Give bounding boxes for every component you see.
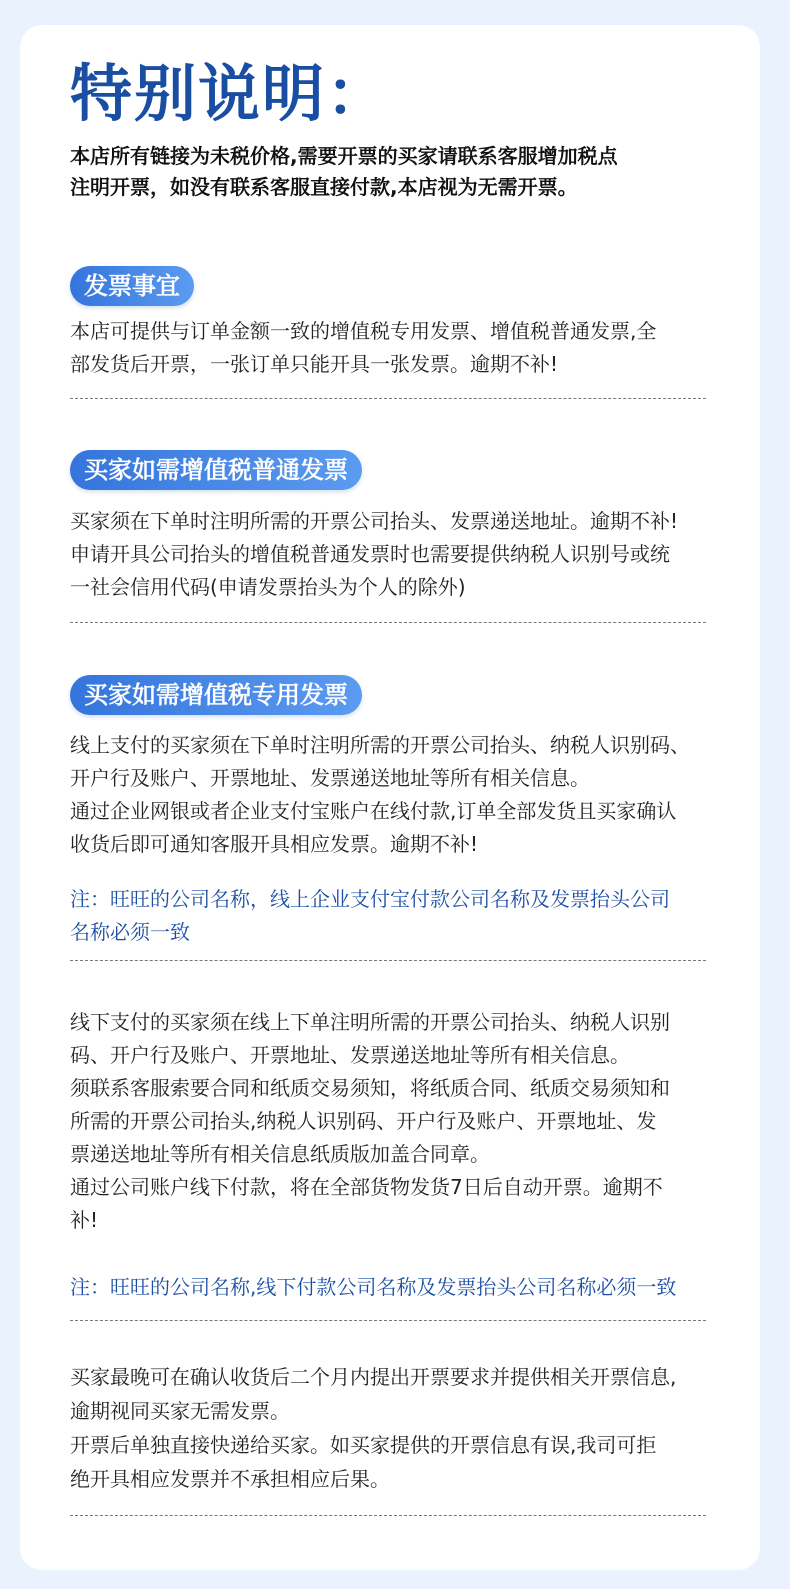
section-text xyxy=(70,505,720,604)
text-line: 线上支付的买家须在下单时注明所需的开票公司抬头、纳税人识别码、 xyxy=(70,733,690,757)
text-line: 买家最晚可在确认收货后二个月内提出开票要求并提供相关开票信息, xyxy=(70,1365,677,1389)
text-line: 申请开具公司抬头的增值税普通发票时也需要提供纳税人识别号或统 xyxy=(70,542,670,566)
note-line: 名称必须一致 xyxy=(70,920,190,944)
text-line: 线下支付的买家须在线上下单注明所需的开票公司抬头、纳税人识别 xyxy=(70,1010,670,1034)
text-line: 本店可提供与订单金额一致的增值税专用发票、增值税普通发票,全 xyxy=(70,319,657,343)
divider xyxy=(70,1515,706,1516)
divider xyxy=(70,622,706,623)
text-line: 开票后单独直接快递给买家。如买家提供的开票信息有误,我司可拒 xyxy=(70,1433,657,1457)
text-line: 一社会信用代码(申请发票抬头为个人的除外) xyxy=(70,575,466,599)
intro-text xyxy=(70,141,720,203)
note-text xyxy=(70,883,720,949)
text-line: 通过企业网银或者企业支付宝账户在线付款,订单全部发货且买家确认 xyxy=(70,799,677,823)
divider xyxy=(70,1320,706,1321)
divider xyxy=(70,960,706,961)
note-line: 注：旺旺的公司名称,线下付款公司名称及发票抬头公司名称必须一致 xyxy=(70,1275,677,1299)
section-text xyxy=(70,1360,720,1496)
section-text xyxy=(70,1006,720,1237)
text-line: 部发货后开票，一张订单只能开具一张发票。逾期不补! xyxy=(70,352,559,376)
section-heading-invoice-matters: 发票事宜 xyxy=(70,266,194,306)
intro-line: 注明开票，如没有联系客服直接付款,本店视为无需开票。 xyxy=(70,175,578,199)
text-line: 逾期视同买家无需发票。 xyxy=(70,1399,290,1423)
text-line: 所需的开票公司抬头,纳税人识别码、开户行及账户、开票地址、发 xyxy=(70,1109,657,1133)
text-line: 票递送地址等所有相关信息纸质版加盖合同章。 xyxy=(70,1142,490,1166)
page-title: 特别说明： xyxy=(70,57,391,130)
section-heading-special-invoice: 买家如需增值税专用发票 xyxy=(70,675,362,715)
text-line: 绝开具相应发票并不承担相应后果。 xyxy=(70,1467,390,1491)
text-line: 须联系客服索要合同和纸质交易须知，将纸质合同、纸质交易须知和 xyxy=(70,1076,670,1100)
text-line: 补! xyxy=(70,1208,99,1232)
section-text xyxy=(70,315,720,381)
text-line: 买家须在下单时注明所需的开票公司抬头、发票递送地址。逾期不补! xyxy=(70,509,679,533)
section-heading-general-invoice: 买家如需增值税普通发票 xyxy=(70,450,362,490)
text-line: 码、开户行及账户、开票地址、发票递送地址等所有相关信息。 xyxy=(70,1043,630,1067)
text-line: 通过公司账户线下付款，将在全部货物发货7日后自动开票。逾期不 xyxy=(70,1175,663,1199)
intro-line: 本店所有链接为未税价格,需要开票的买家请联系客服增加税点 xyxy=(70,144,618,168)
text-line: 收货后即可通知客服开具相应发票。逾期不补! xyxy=(70,832,479,856)
text-line: 开户行及账户、开票地址、发票递送地址等所有相关信息。 xyxy=(70,766,590,790)
note-line: 注：旺旺的公司名称，线上企业支付宝付款公司名称及发票抬头公司 xyxy=(70,887,670,911)
divider xyxy=(70,398,706,399)
section-text xyxy=(70,729,720,861)
note-text xyxy=(70,1271,720,1304)
